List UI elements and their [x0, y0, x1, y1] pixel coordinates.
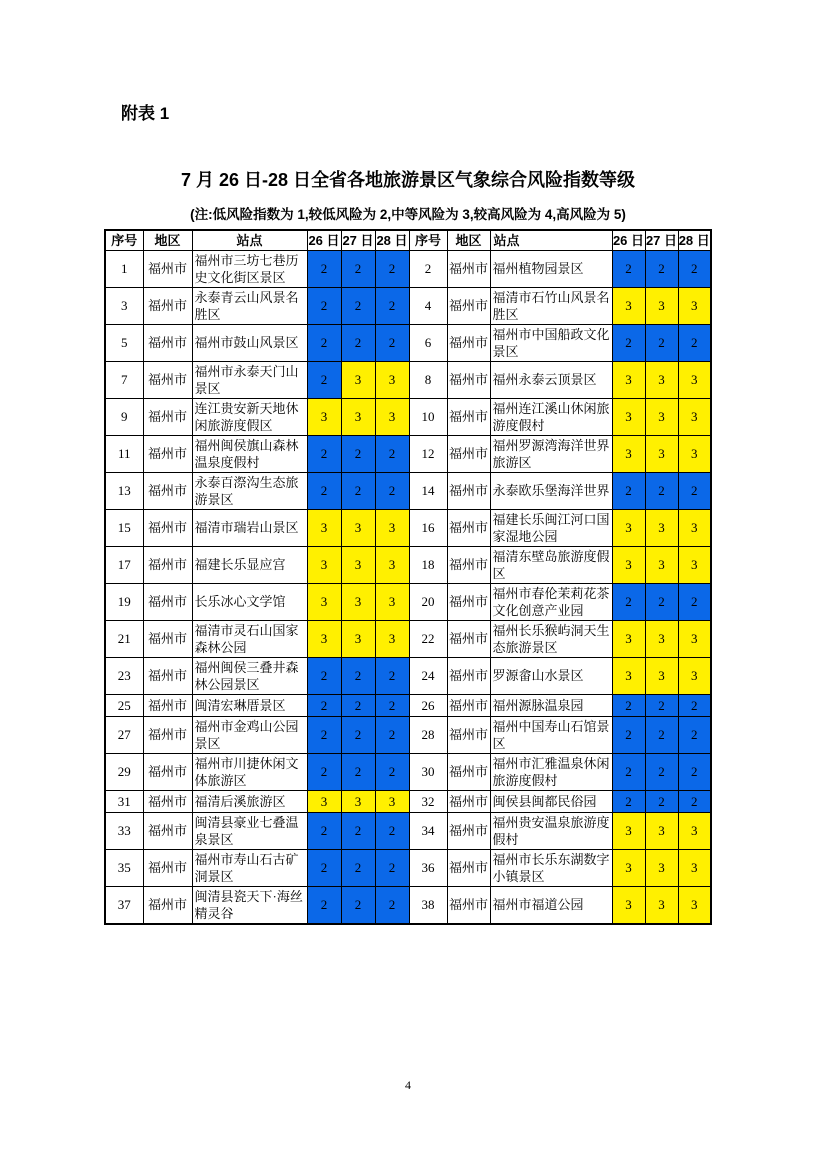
risk-value-cell: 2: [341, 753, 375, 790]
site-cell: 福清市石竹山风景名胜区: [490, 287, 612, 324]
region-cell: 福州市: [447, 250, 490, 287]
risk-value-cell: 3: [678, 361, 711, 398]
table-row: [105, 546, 711, 583]
region-cell: 福州市: [143, 472, 192, 509]
site-cell: 福州市中国船政文化景区: [490, 324, 612, 361]
risk-value-cell: 3: [645, 886, 678, 924]
region-cell: 福州市: [447, 886, 490, 924]
risk-value-cell: 3: [678, 546, 711, 583]
serial-cell: 11: [105, 435, 143, 472]
risk-value-cell: 3: [612, 361, 645, 398]
risk-value-cell: 3: [612, 886, 645, 924]
risk-value-cell: 3: [678, 812, 711, 849]
site-cell: 长乐冰心文学馆: [192, 583, 307, 620]
risk-value-cell: 2: [678, 753, 711, 790]
risk-value-cell: 2: [307, 435, 341, 472]
risk-value-cell: 3: [612, 435, 645, 472]
region-cell: 福州市: [143, 812, 192, 849]
region-cell: 福州市: [447, 694, 490, 716]
risk-value-cell: 3: [375, 583, 409, 620]
table-row: [105, 472, 711, 509]
site-cell: 福建长乐闽江河口国家湿地公园: [490, 509, 612, 546]
risk-value-cell: 2: [612, 583, 645, 620]
region-cell: 福州市: [447, 716, 490, 753]
serial-cell: 17: [105, 546, 143, 583]
site-cell: 闽清宏琳厝景区: [192, 694, 307, 716]
risk-value-cell: 2: [375, 250, 409, 287]
site-cell: 福州市寿山石古矿洞景区: [192, 849, 307, 886]
serial-cell: 28: [409, 716, 447, 753]
serial-cell: 4: [409, 287, 447, 324]
risk-value-cell: 2: [307, 849, 341, 886]
table-row: [105, 716, 711, 753]
serial-cell: 26: [409, 694, 447, 716]
risk-value-cell: 2: [645, 250, 678, 287]
risk-value-cell: 3: [307, 583, 341, 620]
appendix-label: 附表 1: [121, 104, 170, 123]
risk-value-cell: 3: [678, 620, 711, 657]
risk-value-cell: 2: [645, 583, 678, 620]
serial-cell: 24: [409, 657, 447, 694]
serial-cell: 19: [105, 583, 143, 620]
risk-value-cell: 2: [612, 472, 645, 509]
serial-cell: 3: [105, 287, 143, 324]
serial-cell: 29: [105, 753, 143, 790]
risk-value-cell: 2: [341, 435, 375, 472]
site-cell: 福州市福道公园: [490, 886, 612, 924]
table-row: [105, 250, 711, 287]
region-cell: 福州市: [447, 812, 490, 849]
region-cell: 福州市: [143, 886, 192, 924]
table-row: [105, 287, 711, 324]
risk-value-cell: 2: [375, 435, 409, 472]
risk-value-cell: 2: [612, 790, 645, 812]
region-cell: 福州市: [447, 472, 490, 509]
site-cell: 福州市川捷休闲文体旅游区: [192, 753, 307, 790]
region-cell: 福州市: [447, 657, 490, 694]
header-cell: 27 日: [341, 230, 375, 250]
risk-value-cell: 3: [341, 509, 375, 546]
table-row: [105, 790, 711, 812]
risk-value-cell: 3: [612, 849, 645, 886]
risk-value-cell: 3: [375, 620, 409, 657]
risk-value-cell: 3: [341, 361, 375, 398]
risk-value-cell: 3: [375, 509, 409, 546]
serial-cell: 27: [105, 716, 143, 753]
risk-value-cell: 3: [645, 361, 678, 398]
risk-value-cell: 2: [678, 694, 711, 716]
region-cell: 福州市: [143, 790, 192, 812]
region-cell: 福州市: [143, 849, 192, 886]
risk-value-cell: 2: [645, 694, 678, 716]
risk-value-cell: 2: [375, 287, 409, 324]
risk-value-cell: 3: [645, 435, 678, 472]
serial-cell: 2: [409, 250, 447, 287]
risk-value-cell: 2: [307, 472, 341, 509]
table-row: [105, 398, 711, 435]
risk-value-cell: 3: [612, 287, 645, 324]
risk-value-cell: 3: [375, 361, 409, 398]
risk-value-cell: 2: [307, 886, 341, 924]
site-cell: 福州市春伦茉莉花茶文化创意产业园: [490, 583, 612, 620]
header-cell: 27 日: [645, 230, 678, 250]
site-cell: 福清东壁岛旅游度假区: [490, 546, 612, 583]
serial-cell: 21: [105, 620, 143, 657]
table-row: [105, 812, 711, 849]
risk-value-cell: 3: [645, 287, 678, 324]
serial-cell: 20: [409, 583, 447, 620]
site-cell: 福州罗源湾海洋世界旅游区: [490, 435, 612, 472]
region-cell: 福州市: [447, 849, 490, 886]
serial-cell: 37: [105, 886, 143, 924]
risk-value-cell: 2: [678, 790, 711, 812]
header-row: [105, 230, 711, 250]
region-cell: 福州市: [143, 657, 192, 694]
table-row: [105, 657, 711, 694]
site-cell: 福州市永泰天门山景区: [192, 361, 307, 398]
table-header: [105, 230, 711, 250]
header-cell: 站点: [490, 230, 612, 250]
risk-index-table: [104, 229, 712, 925]
serial-cell: 13: [105, 472, 143, 509]
site-cell: 福州源脉温泉园: [490, 694, 612, 716]
risk-value-cell: 3: [341, 398, 375, 435]
serial-cell: 14: [409, 472, 447, 509]
risk-value-cell: 2: [375, 472, 409, 509]
site-cell: 闽清县瓷天下·海丝精灵谷: [192, 886, 307, 924]
region-cell: 福州市: [447, 790, 490, 812]
serial-cell: 22: [409, 620, 447, 657]
site-cell: 罗源畲山水景区: [490, 657, 612, 694]
risk-value-cell: 2: [307, 361, 341, 398]
risk-value-cell: 2: [341, 716, 375, 753]
risk-value-cell: 3: [645, 398, 678, 435]
risk-value-cell: 2: [307, 694, 341, 716]
region-cell: 福州市: [143, 250, 192, 287]
site-cell: 连江贵安新天地休闲旅游度假区: [192, 398, 307, 435]
risk-value-cell: 2: [645, 753, 678, 790]
risk-value-cell: 3: [645, 812, 678, 849]
serial-cell: 6: [409, 324, 447, 361]
risk-value-cell: 3: [307, 509, 341, 546]
serial-cell: 35: [105, 849, 143, 886]
table-row: [105, 324, 711, 361]
risk-value-cell: 2: [645, 472, 678, 509]
table-row: [105, 886, 711, 924]
header-cell: 站点: [192, 230, 307, 250]
risk-value-cell: 2: [341, 287, 375, 324]
serial-cell: 5: [105, 324, 143, 361]
serial-cell: 34: [409, 812, 447, 849]
risk-value-cell: 2: [645, 716, 678, 753]
risk-table-body: [105, 250, 711, 924]
region-cell: 福州市: [447, 287, 490, 324]
site-cell: 福州连江溪山休闲旅游度假村: [490, 398, 612, 435]
table-row: [105, 620, 711, 657]
site-cell: 福州闽侯旗山森林温泉度假村: [192, 435, 307, 472]
serial-cell: 8: [409, 361, 447, 398]
site-cell: 福州贵安温泉旅游度假村: [490, 812, 612, 849]
region-cell: 福州市: [447, 753, 490, 790]
region-cell: 福州市: [447, 546, 490, 583]
risk-value-cell: 2: [375, 812, 409, 849]
risk-value-cell: 2: [612, 694, 645, 716]
header-cell: 28 日: [375, 230, 409, 250]
region-cell: 福州市: [143, 694, 192, 716]
risk-value-cell: 2: [678, 716, 711, 753]
risk-value-cell: 2: [678, 472, 711, 509]
risk-value-cell: 2: [612, 250, 645, 287]
serial-cell: 32: [409, 790, 447, 812]
risk-value-cell: 2: [645, 790, 678, 812]
risk-value-cell: 3: [307, 546, 341, 583]
site-cell: 闽侯县闽都民俗园: [490, 790, 612, 812]
risk-value-cell: 2: [612, 324, 645, 361]
region-cell: 福州市: [143, 324, 192, 361]
risk-value-cell: 3: [678, 849, 711, 886]
header-cell: 序号: [409, 230, 447, 250]
risk-legend-note: (注:低风险指数为 1,较低风险为 2,中等风险为 3,较高风险为 4,高风险为 5): [190, 207, 626, 222]
header-cell: 28 日: [678, 230, 711, 250]
header-cell: 26 日: [612, 230, 645, 250]
site-cell: 福州市金鸡山公园景区: [192, 716, 307, 753]
site-cell: 福清市灵石山国家森林公园: [192, 620, 307, 657]
serial-cell: 36: [409, 849, 447, 886]
region-cell: 福州市: [143, 546, 192, 583]
risk-value-cell: 2: [307, 250, 341, 287]
risk-value-cell: 2: [678, 250, 711, 287]
region-cell: 福州市: [143, 620, 192, 657]
serial-cell: 38: [409, 886, 447, 924]
site-cell: 永泰欧乐堡海洋世界: [490, 472, 612, 509]
risk-value-cell: 2: [375, 886, 409, 924]
risk-value-cell: 2: [375, 324, 409, 361]
risk-value-cell: 2: [341, 324, 375, 361]
risk-value-cell: 3: [612, 509, 645, 546]
risk-value-cell: 3: [645, 509, 678, 546]
risk-value-cell: 2: [375, 694, 409, 716]
site-cell: 永泰青云山风景名胜区: [192, 287, 307, 324]
region-cell: 福州市: [447, 620, 490, 657]
region-cell: 福州市: [447, 583, 490, 620]
site-cell: 福清后溪旅游区: [192, 790, 307, 812]
site-cell: 福建长乐显应宫: [192, 546, 307, 583]
serial-cell: 23: [105, 657, 143, 694]
site-cell: 福州长乐猴屿洞天生态旅游景区: [490, 620, 612, 657]
risk-value-cell: 3: [375, 546, 409, 583]
risk-value-cell: 3: [678, 509, 711, 546]
site-cell: 福州市长乐东湖数字小镇景区: [490, 849, 612, 886]
serial-cell: 7: [105, 361, 143, 398]
serial-cell: 12: [409, 435, 447, 472]
header-cell: 地区: [143, 230, 192, 250]
risk-value-cell: 2: [375, 657, 409, 694]
risk-value-cell: 2: [341, 250, 375, 287]
risk-value-cell: 3: [612, 657, 645, 694]
region-cell: 福州市: [447, 361, 490, 398]
site-cell: 福州永泰云顶景区: [490, 361, 612, 398]
risk-value-cell: 2: [612, 753, 645, 790]
risk-value-cell: 2: [612, 716, 645, 753]
risk-value-cell: 3: [645, 657, 678, 694]
region-cell: 福州市: [143, 398, 192, 435]
risk-value-cell: 3: [678, 435, 711, 472]
risk-value-cell: 2: [307, 753, 341, 790]
risk-value-cell: 3: [678, 287, 711, 324]
risk-value-cell: 2: [341, 694, 375, 716]
risk-value-cell: 3: [341, 546, 375, 583]
region-cell: 福州市: [447, 435, 490, 472]
risk-value-cell: 3: [645, 620, 678, 657]
serial-cell: 25: [105, 694, 143, 716]
risk-value-cell: 3: [307, 620, 341, 657]
site-cell: 福州植物园景区: [490, 250, 612, 287]
header-cell: 地区: [447, 230, 490, 250]
page-title: 7 月 26 日-28 日全省各地旅游景区气象综合风险指数等级: [180, 170, 636, 190]
region-cell: 福州市: [143, 361, 192, 398]
risk-value-cell: 2: [341, 472, 375, 509]
region-cell: 福州市: [143, 583, 192, 620]
risk-value-cell: 3: [612, 620, 645, 657]
table-row: [105, 583, 711, 620]
site-cell: 福州市鼓山风景区: [192, 324, 307, 361]
risk-value-cell: 2: [307, 324, 341, 361]
risk-value-cell: 3: [678, 886, 711, 924]
risk-value-cell: 3: [341, 583, 375, 620]
region-cell: 福州市: [143, 509, 192, 546]
risk-value-cell: 3: [612, 546, 645, 583]
risk-value-cell: 2: [307, 812, 341, 849]
table-row: [105, 849, 711, 886]
table-row: [105, 753, 711, 790]
serial-cell: 33: [105, 812, 143, 849]
serial-cell: 31: [105, 790, 143, 812]
risk-value-cell: 3: [645, 546, 678, 583]
risk-value-cell: 2: [307, 287, 341, 324]
region-cell: 福州市: [447, 324, 490, 361]
table-row: [105, 509, 711, 546]
site-cell: 福州中国寿山石馆景区: [490, 716, 612, 753]
risk-value-cell: 3: [307, 790, 341, 812]
table-row: [105, 694, 711, 716]
risk-value-cell: 2: [341, 849, 375, 886]
risk-value-cell: 3: [678, 657, 711, 694]
risk-value-cell: 3: [375, 790, 409, 812]
region-cell: 福州市: [143, 716, 192, 753]
risk-value-cell: 2: [341, 886, 375, 924]
site-cell: 福州闽侯三叠井森林公园景区: [192, 657, 307, 694]
region-cell: 福州市: [447, 509, 490, 546]
risk-value-cell: 3: [678, 398, 711, 435]
risk-value-cell: 3: [612, 398, 645, 435]
risk-value-cell: 2: [375, 753, 409, 790]
serial-cell: 30: [409, 753, 447, 790]
serial-cell: 16: [409, 509, 447, 546]
region-cell: 福州市: [143, 435, 192, 472]
serial-cell: 15: [105, 509, 143, 546]
risk-value-cell: 2: [341, 812, 375, 849]
site-cell: 福州市汇雅温泉休闲旅游度假村: [490, 753, 612, 790]
risk-value-cell: 3: [341, 790, 375, 812]
header-cell: 序号: [105, 230, 143, 250]
risk-value-cell: 2: [341, 657, 375, 694]
region-cell: 福州市: [447, 398, 490, 435]
risk-value-cell: 2: [678, 583, 711, 620]
header-cell: 26 日: [307, 230, 341, 250]
serial-cell: 18: [409, 546, 447, 583]
risk-value-cell: 3: [645, 849, 678, 886]
risk-value-cell: 2: [678, 324, 711, 361]
risk-value-cell: 3: [375, 398, 409, 435]
risk-value-cell: 2: [375, 716, 409, 753]
serial-cell: 1: [105, 250, 143, 287]
region-cell: 福州市: [143, 287, 192, 324]
region-cell: 福州市: [143, 753, 192, 790]
table-row: [105, 361, 711, 398]
risk-value-cell: 2: [307, 657, 341, 694]
site-cell: 闽清县豪业七叠温泉景区: [192, 812, 307, 849]
risk-value-cell: 2: [307, 716, 341, 753]
serial-cell: 10: [409, 398, 447, 435]
document-page: [0, 102, 816, 1158]
risk-value-cell: 2: [645, 324, 678, 361]
page-number: 4: [405, 1078, 411, 1092]
risk-value-cell: 2: [375, 849, 409, 886]
table-row: [105, 435, 711, 472]
risk-value-cell: 3: [307, 398, 341, 435]
site-cell: 福州市三坊七巷历史文化街区景区: [192, 250, 307, 287]
risk-value-cell: 3: [341, 620, 375, 657]
site-cell: 福清市瑞岩山景区: [192, 509, 307, 546]
site-cell: 永泰百漈沟生态旅游景区: [192, 472, 307, 509]
risk-value-cell: 3: [612, 812, 645, 849]
serial-cell: 9: [105, 398, 143, 435]
